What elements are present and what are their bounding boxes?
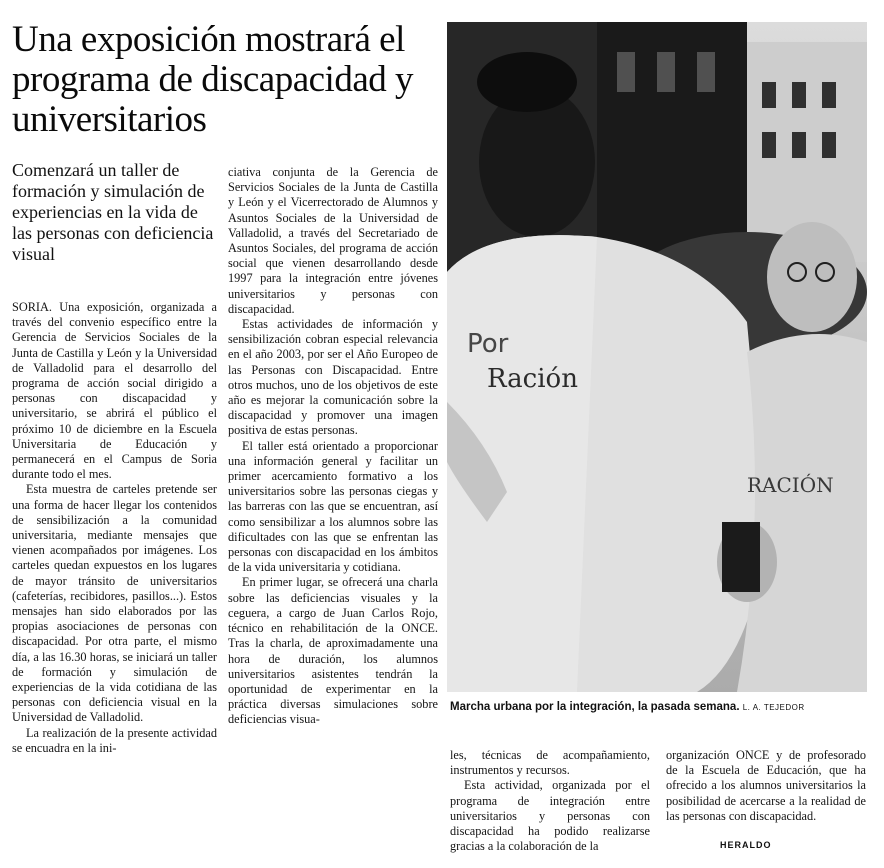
paragraph: La realización de la presente actividad se encuadra en la ini-	[12, 725, 217, 755]
photo-credit: L. A. TEJEDOR	[742, 703, 805, 712]
paragraph: Estas actividades de información y sensibilización cobran especial relevancia en el año 2003, por ser el Año Europeo de las Personas con Discapacidad. Entre otros muchos, uno de los objetivos de este año es mejorar la comunicación sobre la discapacidad y promover una imagen positiva de estas personas.	[228, 317, 438, 438]
shirt-text: Ración	[487, 364, 578, 394]
body-column-1	[12, 300, 217, 756]
paragraph: En primer lugar, se ofrecerá una charla sobre las deficiencias visuales y la ceguera, a cargo de Juan Carlos Rojo, técnico en rehabilitación de la ONCE. Tras la charla, de aproximadamente una hora de duración, los alumnos universitarios asistentes tendrán la oportunidad de experimentar en la práctica diversas simulaciones sobre deficiencias visua-	[228, 575, 438, 727]
news-photo	[447, 22, 867, 692]
shirt-text: RACIÓN	[747, 473, 834, 497]
paragraph: organización ONCE y de profesorado de la Escuela de Educación, que ha ofrecido a los alumnos universitarios la posibilidad de acercarse a la realidad de las personas con discapacidad.	[666, 748, 866, 823]
body-column-4	[666, 748, 866, 824]
deck-subtitle: Comenzará un taller de formación y simulación de experiencias en la vida de las personas con deficiencia visual	[12, 160, 214, 264]
body-column-3	[450, 748, 650, 854]
paragraph: El taller está orientado a proporcionar una información general y facilitar un primer acercamiento formativo a los universitarios sobre las personas ciegas y las barreras con las que se encuentran, así como sensibilizar a los alumnos sobre las dificultades con las que se enfrentan las personas con discapacidad en los ámbitos de la vida universitaria y cotidiana.	[228, 438, 438, 575]
caption-text: Marcha urbana por la integración, la pasada semana.	[450, 701, 740, 713]
headline: Una exposición mostrará el programa de discapacidad y universitarios	[12, 19, 414, 140]
march-photo-illustration	[447, 22, 867, 692]
paragraph: les, técnicas de acompañamiento, instrumentos y recursos.	[450, 748, 650, 778]
author-signature: HERALDO	[720, 840, 772, 850]
paragraph: ciativa conjunta de la Gerencia de Servicios Sociales de la Junta de Castilla y León y el Vicerrectorado de Alumnos y Asuntos Sociales de la Universidad de Valladolid, a través del Secretariado de Asuntos Sociales, del programa de acción social que vienen desarrollando desde 1997 para la integración entre jóvenes universitarios y personas con discapacidad.	[228, 165, 438, 316]
paragraph: Esta muestra de carteles pretende ser una forma de hacer llegar los contenidos de sensibilización a la comunidad universitaria, mediante mensajes que vienen acompañados por imágenes. Los carteles quedan expuestos en los lugares de mayor tránsito de universitarios (cafeterías, recibidores, pasillos...). Estos mensajes han sido elaborados por las propias asociaciones de personas con discapacidad. Por otra parte, el mismo día, a las 16.30 horas, se iniciará un taller de formación y simulación de experiencias de la vida cotidiana de las personas con deficiencia visual en la Universidad de Valladolid.	[12, 482, 217, 725]
body-column-2	[228, 165, 438, 728]
paragraph: Esta actividad, organizada por el programa de integración entre universitarios y personas con discapacidad ha podido realizarse gracias a la colaboración de la	[450, 778, 650, 854]
paragraph: SORIA. Una exposición, organizada a través del convenio específico entre la Gerencia de Servicios Sociales de la Junta de Castilla y León y la Universidad de Valladolid para el desarrollo del programa de acción social dirigido a personas con discapacidad y universitario, se abrirá el público el próximo 10 de diciembre en la Escuela Universitaria de Educación y permanecerá en el Campus de Soria durante todo el mes.	[12, 300, 217, 482]
shirt-text: Por	[467, 329, 509, 359]
photo-caption	[450, 701, 870, 713]
